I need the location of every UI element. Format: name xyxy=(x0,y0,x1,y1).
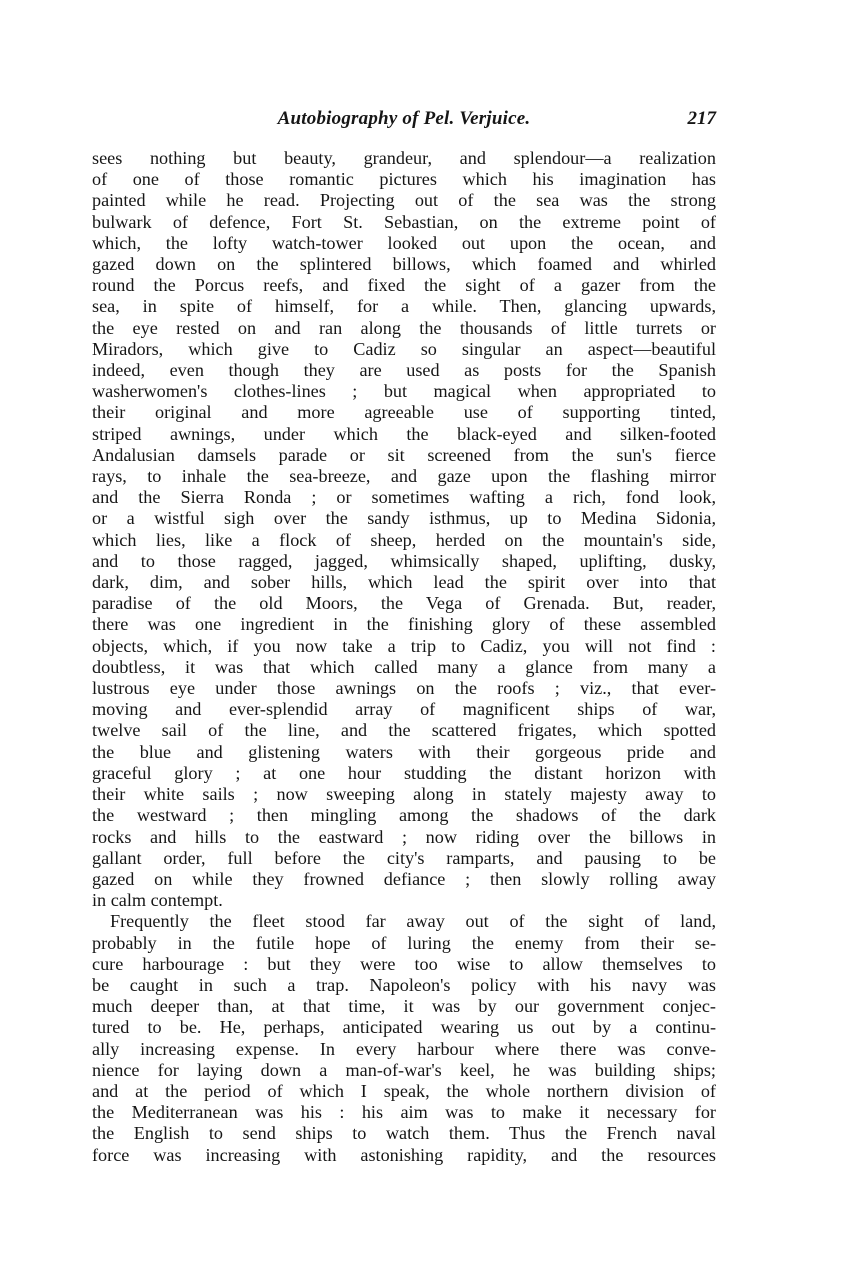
text-line: be caught in such a trap. Napoleon's policy with his navy was xyxy=(92,974,716,995)
running-title: Autobiography of Pel. Verjuice. xyxy=(277,108,531,129)
text-line: or a wistful sigh over the sandy isthmus, up to Medina Sidonia, xyxy=(92,508,716,529)
paragraph xyxy=(92,148,716,911)
text-line: there was one ingredient in the finishing glory of these assembled xyxy=(92,614,716,635)
text-line: which, the lofty watch-tower looked out upon the ocean, and xyxy=(92,232,716,253)
text-line: the Mediterranean was his : his aim was to make it necessary for xyxy=(92,1102,716,1123)
text-line: probably in the futile hope of luring the enemy from their se- xyxy=(92,932,716,953)
text-line: sees nothing but beauty, grandeur, and splendour—a realization xyxy=(92,148,716,168)
text-line: the eye rested on and ran along the thousands of little turrets or xyxy=(92,317,716,338)
text-line: gallant order, full before the city's ramparts, and pausing to be xyxy=(92,847,716,868)
body-text xyxy=(92,148,716,1166)
text-line: paradise of the old Moors, the Vega of Grenada. But, reader, xyxy=(92,593,716,614)
text-line: rays, to inhale the sea-breeze, and gaze upon the flashing mirror xyxy=(92,466,716,487)
text-line: which lies, like a flock of sheep, herded on the mountain's side, xyxy=(92,529,716,550)
text-line: the English to send ships to watch them. Thus the French naval xyxy=(92,1123,716,1144)
text-line: their white sails ; now sweeping along in stately majesty away to xyxy=(92,784,716,805)
paragraph xyxy=(92,911,716,1165)
text-line: Miradors, which give to Cadiz so singular an aspect—beautiful xyxy=(92,338,716,359)
text-line: lustrous eye under those awnings on the roofs ; viz., that ever- xyxy=(92,678,716,699)
text-line: force was increasing with astonishing rapidity, and the resources xyxy=(92,1144,716,1165)
text-line: much deeper than, at that time, it was by our government conjec- xyxy=(92,996,716,1017)
text-line: objects, which, if you now take a trip to Cadiz, you will not find : xyxy=(92,635,716,656)
text-line: indeed, even though they are used as posts for the Spanish xyxy=(92,360,716,381)
running-head xyxy=(92,108,716,138)
text-line: gazed down on the splintered billows, which foamed and whirled xyxy=(92,254,716,275)
page-number: 217 xyxy=(687,108,716,129)
text-line: graceful glory ; at one hour studding the distant horizon with xyxy=(92,762,716,783)
book-page xyxy=(92,108,716,1166)
text-line: gazed on while they frowned defiance ; then slowly rolling away xyxy=(92,868,716,889)
text-line: cure harbourage : but they were too wise to allow themselves to xyxy=(92,953,716,974)
text-line: their original and more agreeable use of supporting tinted, xyxy=(92,402,716,423)
text-line: sea, in spite of himself, for a while. Then, glancing upwards, xyxy=(92,296,716,317)
text-line: ally increasing expense. In every harbour where there was conve- xyxy=(92,1038,716,1059)
text-line: rocks and hills to the eastward ; now riding over the billows in xyxy=(92,826,716,847)
text-line: round the Porcus reefs, and fixed the sight of a gazer from the xyxy=(92,275,716,296)
text-line: moving and ever-splendid array of magnificent ships of war, xyxy=(92,699,716,720)
text-line: Andalusian damsels parade or sit screened from the sun's fierce xyxy=(92,444,716,465)
text-line: striped awnings, under which the black-eyed and silken-footed xyxy=(92,423,716,444)
text-line: bulwark of defence, Fort St. Sebastian, on the extreme point of xyxy=(92,211,716,232)
text-line: Frequently the fleet stood far away out of the sight of land, xyxy=(110,911,716,932)
text-line: painted while he read. Projecting out of the sea was the strong xyxy=(92,190,716,211)
text-line: the blue and glistening waters with their gorgeous pride and xyxy=(92,741,716,762)
text-line: and to those ragged, jagged, whimsically shaped, uplifting, dusky, xyxy=(92,550,716,571)
text-line: and at the period of which I speak, the whole northern division of xyxy=(92,1080,716,1101)
text-line: and the Sierra Ronda ; or sometimes wafting a rich, fond look, xyxy=(92,487,716,508)
text-line: twelve sail of the line, and the scattered frigates, which spotted xyxy=(92,720,716,741)
text-line: doubtless, it was that which called many a glance from many a xyxy=(92,656,716,677)
text-line: nience for laying down a man-of-war's keel, he was building ships; xyxy=(92,1059,716,1080)
text-line: in calm contempt. xyxy=(92,890,223,911)
text-line: tured to be. He, perhaps, anticipated wearing us out by a continu- xyxy=(92,1017,716,1038)
text-line: of one of those romantic pictures which his imagination has xyxy=(92,169,716,190)
text-line: the westward ; then mingling among the shadows of the dark xyxy=(92,805,716,826)
text-line: dark, dim, and sober hills, which lead the spirit over into that xyxy=(92,572,716,593)
text-line: washerwomen's clothes-lines ; but magical when appropriated to xyxy=(92,381,716,402)
